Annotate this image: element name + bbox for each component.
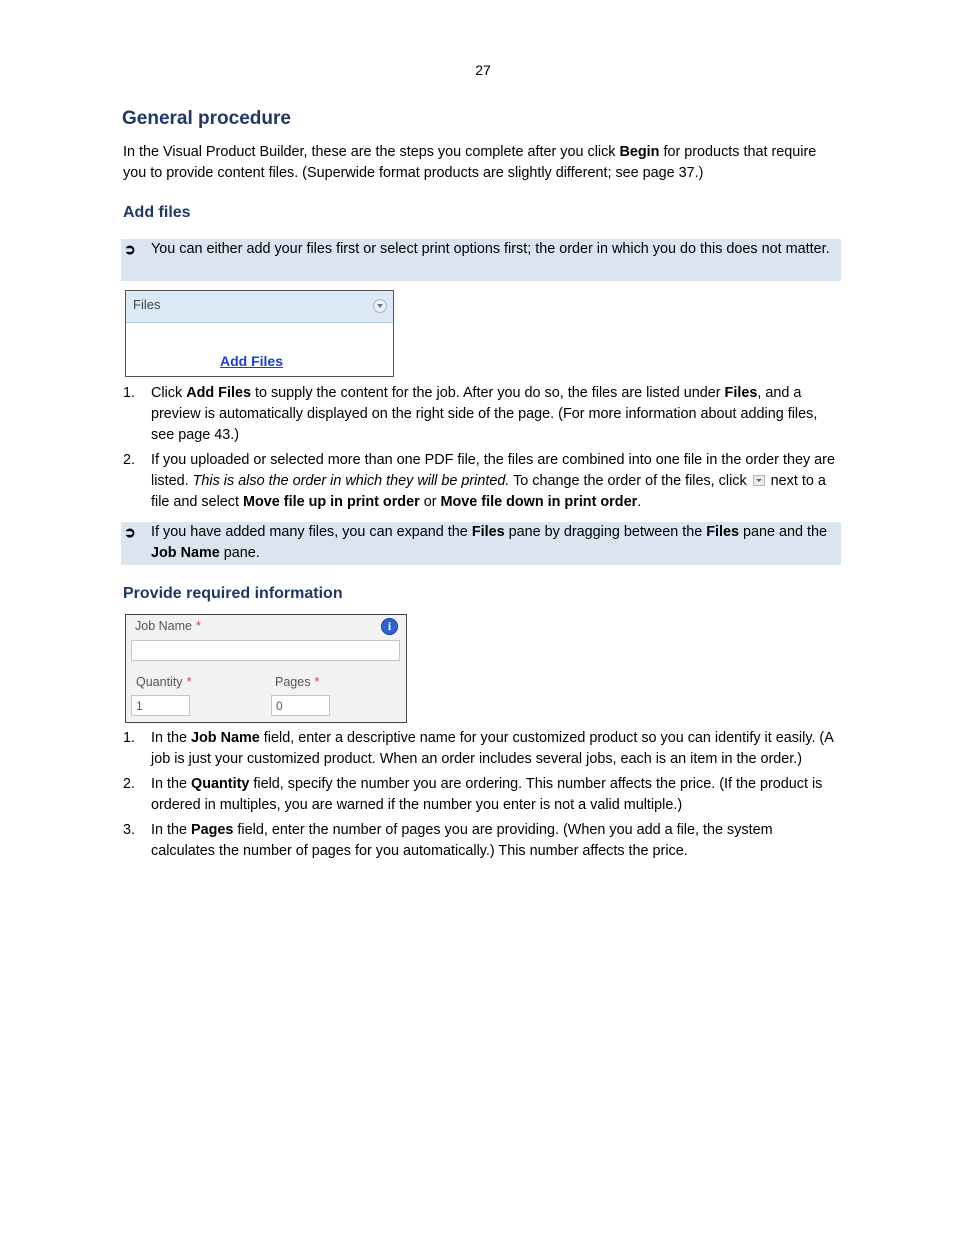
step-text: Click: [151, 385, 187, 401]
file-menu-dropdown-icon: [753, 475, 765, 486]
required-asterisk-icon: *: [195, 619, 201, 633]
quantity-label-text: Quantity: [136, 675, 183, 689]
step-bold: Move file down in print order: [440, 494, 638, 510]
step-text: field, enter the number of pages you are providing. (When you add a file, the system calculates the number of pages for you automatically.) This number affects the price.: [151, 822, 773, 859]
step-bold: Files: [724, 385, 758, 401]
note-arrow-icon: ➲: [124, 241, 136, 257]
step-text: In the: [151, 776, 192, 792]
pages-label-text: Pages: [275, 675, 311, 689]
step-text: field, enter a descriptive name for your customized product so you can identify it easily. (A job is just your customized product. When an order includes several jobs, each is an item in the order.): [151, 730, 834, 767]
step-text: or: [419, 494, 441, 510]
files-panel: [125, 290, 394, 377]
step-bold: Job Name: [191, 730, 260, 746]
required-info-steps: [123, 728, 839, 866]
quantity-input[interactable]: 1: [131, 695, 190, 716]
note-text: pane and the: [739, 524, 828, 540]
step-bold: Pages: [191, 822, 234, 838]
note-text: pane by dragging between the: [504, 524, 707, 540]
note-order: [121, 239, 841, 281]
intro-paragraph: [123, 142, 839, 184]
step-bold: Add Files: [186, 385, 251, 401]
step-text: To change the order of the files, click: [509, 473, 751, 489]
note-text: If you have added many files, you can expand the: [151, 524, 472, 540]
step-bold: Quantity: [191, 776, 250, 792]
step-text: to supply the content for the job. After you do so, the files are listed under: [250, 385, 725, 401]
step-text: field, specify the number you are ordering. This number affects the price. (If the product is ordered in multiples, you are warned if the number you enter is not a valid multiple.): [151, 776, 823, 813]
subheading-required-info: Provide required information: [123, 585, 343, 602]
note-order-text: You can either add your files first or select print options first; the order in which you do this does not matter.: [151, 241, 830, 257]
step-text: .: [637, 494, 642, 510]
step-text: If you uploaded or selected more than one PDF file, the files are combined into one file in the order they are listed.: [151, 452, 835, 489]
subheading-add-files: Add files: [123, 204, 191, 221]
step-text: , and a preview is automatically displayed on the right side of the page. (For more information about adding files, see page 43.): [151, 385, 818, 443]
step-text: In the: [151, 730, 192, 746]
list-item: [123, 383, 839, 446]
step-italic: This is also the order in which they will be printed.: [192, 473, 510, 489]
intro-begin-bold: Begin: [619, 144, 660, 160]
required-asterisk-icon: *: [186, 675, 192, 689]
list-item: [123, 774, 839, 816]
step-number: 1.: [123, 730, 136, 746]
list-item: [123, 450, 839, 513]
info-icon[interactable]: i: [381, 618, 398, 635]
step-text: In the: [151, 822, 192, 838]
note-bold: Files: [706, 524, 740, 540]
step-bold: Move file up in print order: [243, 494, 420, 510]
files-panel-title: Files: [133, 297, 161, 312]
quantity-label: [136, 675, 191, 689]
step-number: 1.: [123, 385, 136, 401]
intro-text-1: In the Visual Product Builder, these are the steps you complete after you click: [123, 144, 620, 160]
pages-input[interactable]: 0: [271, 695, 330, 716]
files-panel-header: [126, 291, 393, 323]
step-number: 2.: [123, 452, 136, 468]
chevron-down-icon[interactable]: [373, 299, 387, 313]
note-bold: Files: [471, 524, 505, 540]
list-item: [123, 820, 839, 862]
pages-label: [275, 675, 319, 689]
note-arrow-icon: ➲: [124, 524, 136, 540]
list-item: [123, 728, 839, 770]
job-info-panel: [125, 614, 407, 723]
intro-text-2: for products that require you to provide content files. (Superwide format products are slightly different; see page 37.): [123, 144, 817, 181]
add-files-steps: [123, 383, 839, 517]
job-name-label: [135, 619, 201, 633]
step-number: 3.: [123, 822, 136, 838]
page-number: 27: [475, 62, 491, 78]
section-heading-general-procedure: General procedure: [122, 108, 291, 129]
note-text: pane.: [219, 545, 260, 561]
job-name-label-text: Job Name: [135, 619, 192, 633]
add-files-link[interactable]: Add Files: [220, 353, 284, 369]
required-asterisk-icon: *: [314, 675, 320, 689]
step-text: next to a file and select: [151, 473, 826, 510]
note-bold: Job Name: [151, 545, 220, 561]
note-expand-pane: [121, 522, 841, 565]
step-number: 2.: [123, 776, 136, 792]
job-name-input[interactable]: [131, 640, 400, 661]
